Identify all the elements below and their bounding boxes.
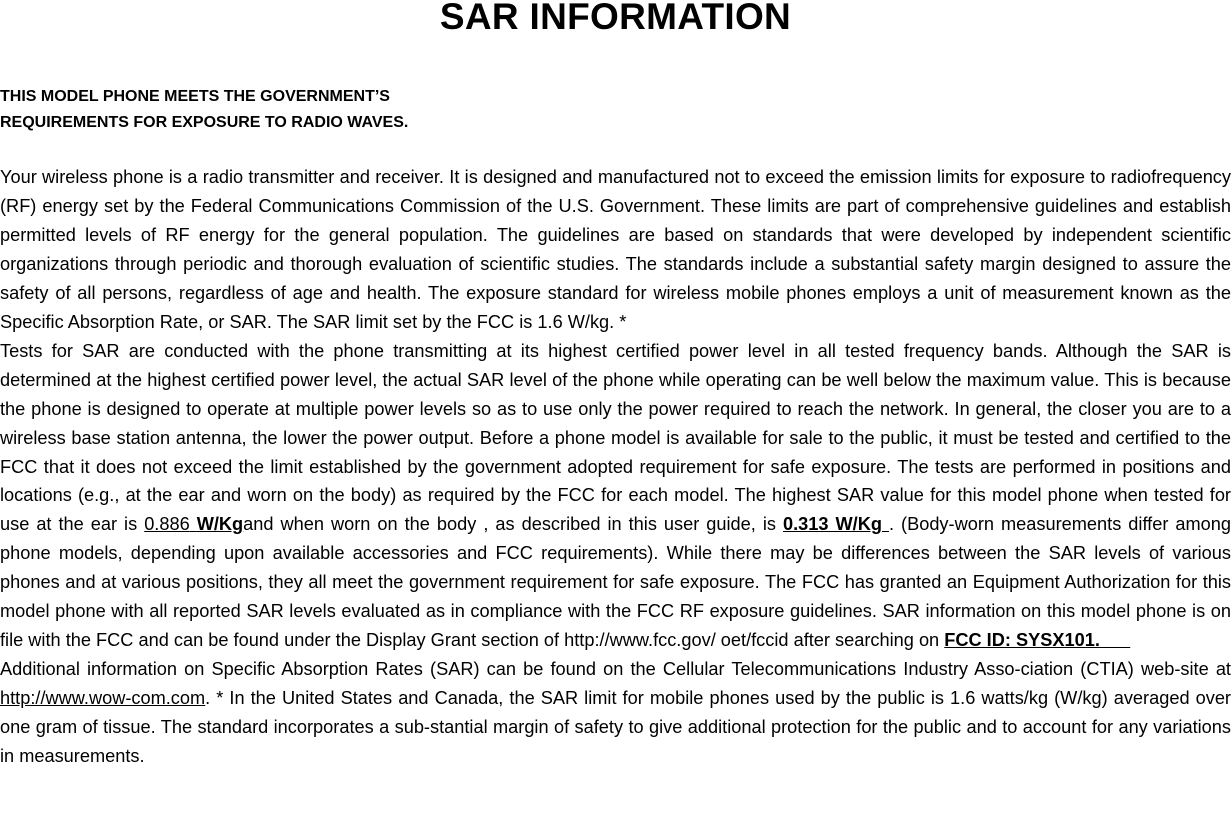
fcc-id-underline-space (1100, 630, 1130, 650)
ctia-website-link[interactable]: http://www.wow-com.com (0, 688, 206, 709)
document-body (0, 163, 1231, 771)
sar-limit-text: . * In the United States and Canada, the SAR limit for mobile phones used by the public is 1.6 watts/kg (W/kg) averaged over one gram of tissue. The standard incorporates a sub-stantial margin of safety to give additional protection for the public and to account for any variations in measurements. (0, 688, 1231, 767)
body-sar-underline-space (882, 514, 889, 534)
paragraph-rf-exposure: Your wireless phone is a radio transmitter and receiver. It is designed and manufactured not to exceed the emission limits for exposure to radiofrequency (RF) energy set by the Federal Communications Commission of the U.S. Government. These limits are part of comprehensive guidelines and establish permitted levels of RF energy for the general population. The guidelines are based on standards that were developed by independent scientific organizations through periodic and thorough evaluation of scientific studies. The standards include a substantial safety margin designed to assure the safety of all persons, regardless of age and health. The exposure standard for wireless mobile phones employs a unit of measurement known as the Specific Absorption Rate, or SAR. The SAR limit set by the FCC is 1.6 W/kg. * (0, 167, 1231, 332)
sar-testing-text: Tests for SAR are conducted with the phone transmitting at its highest certified power level in all tested frequency bands. Although the SAR is determined at the highest certified power level, the actual SAR level of the phone while operating can be well below the maximum value. This is because the phone is designed to operate at multiple power levels so as to use only the power required to reach the network. In general, the closer you are to a wireless base station antenna, the lower the power output. Before a phone model is available for sale to the public, it must be tested and certified to the FCC that it does not exceed the limit established by the government adopted requirement for safe exposure. The tests are performed in positions and locations (e.g., at the ear and worn on the body) as required by the FCC for each model. The highest SAR value for this model phone when tested for use at the ear is (0, 340, 1231, 535)
sar-body-intro-text: and when worn on the body , as described in this user guide, is (243, 514, 783, 535)
ear-sar-value (144, 514, 243, 534)
sar-fcc-text: . (Body-worn measurements differ among phone models, depending upon available accessories and FCC requirements). While there may be differences between the SAR levels of various phones and at various positions, they all meet the government requirement for safe exposure. The FCC has granted an Equipment Authorization for this model phone with all reported SAR levels evaluated as in compliance with the FCC RF exposure guidelines. SAR information on this model phone is on file with the FCC and can be found under the Display Grant section of http://www.fcc.gov/ oet/fccid after searching on (0, 514, 1231, 651)
section-heading-line-1: THIS MODEL PHONE MEETS THE GOVERNMENT’S (0, 88, 390, 105)
paragraph-sar-testing (0, 337, 1231, 655)
page-title: SAR INFORMATION (439, 0, 792, 37)
ear-sar-unit: W/Kg (196, 514, 244, 535)
body-sar-value: 0.313 W/Kg (782, 514, 882, 535)
additional-info-text: Additional information on Specific Absorption Rates (SAR) can be found on the Cellular Telecommunications Industry Asso-ciation (CTIA) web-site at (0, 659, 1231, 680)
paragraph-additional-info (0, 655, 1231, 771)
ear-sar-number: 0.886 (144, 514, 190, 535)
fcc-id: FCC ID: SYSX101. (944, 630, 1100, 651)
section-heading-line-2: REQUIREMENTS FOR EXPOSURE TO RADIO WAVES. (0, 114, 409, 131)
